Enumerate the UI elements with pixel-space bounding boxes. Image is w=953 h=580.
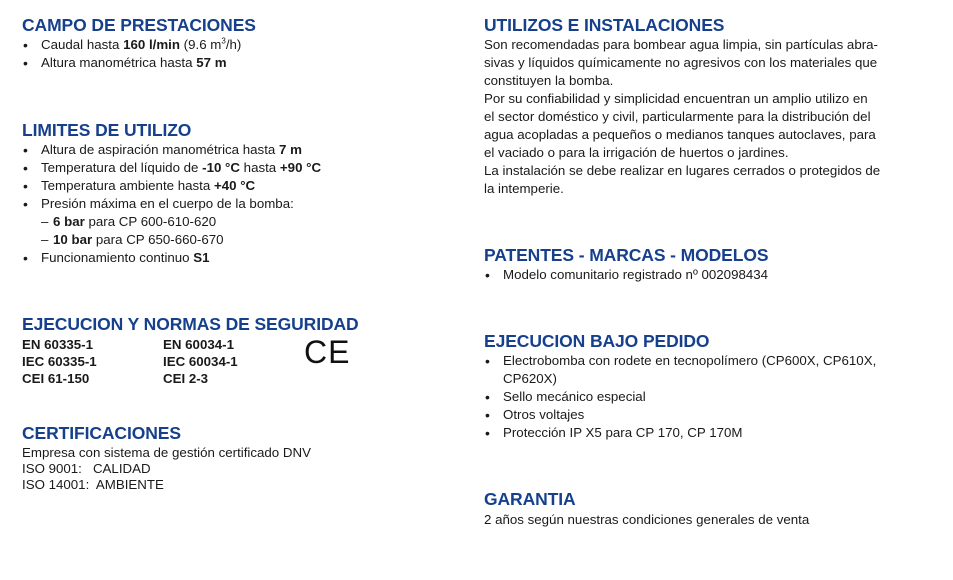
ce-mark-logo: CE: [304, 334, 351, 370]
presion-sublist: [22, 213, 442, 249]
limites-list-end: [22, 249, 442, 267]
section-garantia: [484, 489, 914, 529]
limites-item-temp-ambiente: • Temperatura ambiente hasta +40 °C: [22, 177, 442, 195]
garantia-text: 2 años según nuestras condiciones generales de venta: [484, 512, 810, 527]
section-certificaciones: [22, 423, 442, 493]
section-utilizos-instalaciones: [484, 15, 914, 198]
utilizos-line: constituyen la bomba.: [484, 73, 614, 88]
norm-code: IEC 60335-1: [22, 354, 97, 369]
utilizos-line: Por su confiabilidad y simplicidad encuentran un amplio utilizo en: [484, 91, 868, 106]
certificacion-line: ISO 14001: AMBIENTE: [22, 477, 164, 492]
limites-item-aspiracion: • Altura de aspiración manométrica hasta 7 m: [22, 141, 442, 159]
utilizos-line: agua acopladas a pequeños o medianos tanques autoclaves, para: [484, 127, 876, 142]
pedido-list: [484, 352, 904, 442]
presion-sub-item: – 6 bar para CP 600-610-620: [22, 213, 442, 231]
heading-ejecucion-normas: EJECUCION Y NORMAS DE SEGURIDAD: [22, 314, 359, 334]
utilizos-line: La instalación se debe realizar en lugares cerrados o protegidos de: [484, 163, 881, 178]
limites-item-funcionamiento: • Funcionamiento continuo S1: [22, 249, 442, 267]
section-campo-prestaciones: [22, 15, 442, 72]
norms-table: [22, 336, 442, 387]
utilizos-line: sivas y líquidos químicamente no agresivos con los materiales que: [484, 55, 878, 70]
norm-code: CEI 2-3: [163, 371, 209, 386]
pedido-item: • Sello mecánico especial: [484, 388, 904, 406]
heading-ejecucion-pedido: EJECUCION BAJO PEDIDO: [484, 331, 710, 351]
section-ejecucion-normas: [22, 314, 442, 387]
utilizos-line: el vaciado o para la irrigación de huertos o jardines.: [484, 145, 789, 160]
limites-item-temp-liquido: • Temperatura del líquido de -10 °C hasta +90 °C: [22, 159, 442, 177]
utilizos-line: la intemperie.: [484, 181, 564, 196]
norm-code: EN 60335-1: [22, 337, 93, 352]
presion-sub-item: – 10 bar para CP 650-660-670: [22, 231, 442, 249]
heading-campo-prestaciones: CAMPO DE PRESTACIONES: [22, 15, 256, 35]
section-limites-utilizo: [22, 120, 442, 267]
utilizos-paragraph: [484, 36, 914, 198]
certificaciones-lines: [22, 445, 442, 493]
limites-item-presion: • Presión máxima en el cuerpo de la bomba:: [22, 195, 442, 213]
certificacion-line: Empresa con sistema de gestión certificado DNV: [22, 445, 311, 460]
heading-utilizos-instalaciones: UTILIZOS E INSTALACIONES: [484, 15, 725, 35]
campo-item-altura: • Altura manométrica hasta 57 m: [22, 54, 442, 72]
norm-code: CEI 61-150: [22, 371, 90, 386]
limites-list: [22, 141, 442, 213]
norm-code: IEC 60034-1: [163, 354, 238, 369]
patentes-item: • Modelo comunitario registrado nº 002098434: [484, 266, 914, 284]
heading-garantia: GARANTIA: [484, 489, 576, 509]
utilizos-line: Son recomendadas para bombear agua limpia, sin partículas abra-: [484, 37, 878, 52]
norm-code: EN 60034-1: [163, 337, 234, 352]
section-patentes: [484, 245, 914, 284]
heading-patentes: PATENTES - MARCAS - MODELOS: [484, 245, 769, 265]
section-ejecucion-pedido: [484, 331, 914, 442]
norms-column-2: [163, 336, 304, 387]
utilizos-line: el sector doméstico y civil, particularmente para la distribución del: [484, 109, 871, 124]
campo-item-caudal: • Caudal hasta 160 l/min (9.6 $m^3/h$): [22, 36, 442, 54]
pedido-item: • Protección IP X5 para CP 170, CP 170M: [484, 424, 904, 442]
pedido-item: • Electrobomba con rodete en tecnopolímero (CP600X, CP610X, CP620X): [484, 352, 904, 388]
patentes-list: [484, 266, 914, 284]
heading-certificaciones: CERTIFICACIONES: [22, 423, 181, 443]
pedido-item: • Otros voltajes: [484, 406, 904, 424]
campo-list: [22, 36, 442, 72]
certificacion-line: ISO 9001: CALIDAD: [22, 461, 151, 476]
heading-limites-utilizo: LIMITES DE UTILIZO: [22, 120, 192, 140]
norms-column-1: [22, 336, 163, 387]
